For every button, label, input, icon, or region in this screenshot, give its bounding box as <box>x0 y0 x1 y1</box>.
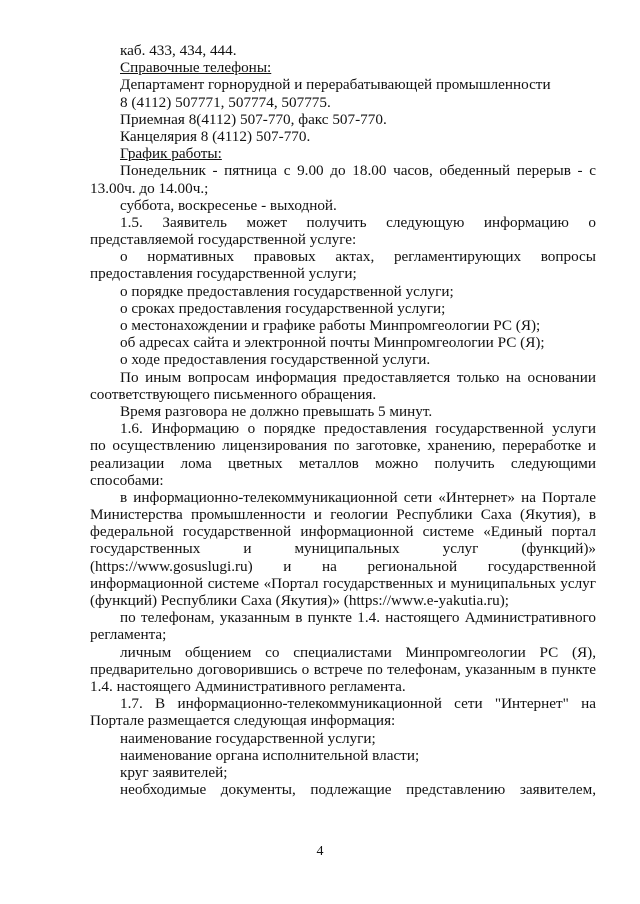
document-line: о сроках предоставления государственной услуги; <box>120 299 446 317</box>
document-line: наименование государственной услуги; <box>120 729 376 747</box>
document-line: об адресах сайта и электронной почты Минпромгеологии РС (Я); <box>120 334 545 352</box>
document-line: Приемная 8(4112) 507-770, факс 507-770. <box>120 110 387 128</box>
document-line: информационной системе «Портал государственных и муниципальных услуг <box>90 574 596 592</box>
document-line: предварительно договорившись о встрече по телефонам, указанным в пункте <box>90 660 596 678</box>
document-line: федеральной государственной информационной системе «Единый портал <box>90 523 596 541</box>
document-line: круг заявителей; <box>120 763 228 781</box>
document-line: 1.4. настоящего Административного регламента. <box>90 677 406 695</box>
document-line: (функций) Республики Саха (Якутия)» (https://www.e-yakutia.ru); <box>90 592 509 609</box>
document-line: Министерства промышленности и геологии Республики Саха (Якутия), в <box>90 506 596 524</box>
document-line: в информационно-телекоммуникационной сети «Интернет» на Портале <box>120 488 596 506</box>
document-line: предоставления государственной услуги; <box>90 265 357 283</box>
document-line: Департамент горнорудной и перерабатывающей промышленности <box>120 76 551 94</box>
document-line: о нормативных правовых актах, регламентирующих вопросы <box>120 248 596 266</box>
page-number: 4 <box>316 844 324 859</box>
document-line: по осуществлению лицензирования по заготовке, хранению, переработке и <box>90 437 596 455</box>
document-line: регламента; <box>90 626 167 644</box>
document-line: наименование органа исполнительной власти; <box>120 746 420 764</box>
document-line: 1.7. В информационно-телекоммуникационной сети "Интернет" на <box>120 695 596 713</box>
document-line: способами: <box>90 471 164 489</box>
document-line: суббота, воскресенье - выходной. <box>120 196 337 214</box>
document-line: государственных и муниципальных услуг (функций)» <box>90 540 596 558</box>
document-line: представляемой государственной услуге: <box>90 231 357 249</box>
document-line: Время разговора не должно превышать 5 минут. <box>120 402 433 420</box>
document-line: о местонахождении и графике работы Минпромгеологии РС (Я); <box>120 317 541 334</box>
document-line: 8 (4112) 507771, 507774, 507775. <box>120 93 331 111</box>
document-body <box>90 42 596 798</box>
document-line: 1.5. Заявитель может получить следующую информацию о <box>120 213 596 231</box>
document-line: 1.6. Информацию о порядке предоставления государственной услуги <box>120 420 596 438</box>
document-line: Справочные телефоны: <box>120 59 272 77</box>
document-line: Канцелярия 8 (4112) 507-770. <box>120 127 311 145</box>
document-line: соответствующего письменного обращения. <box>90 385 377 403</box>
document-line: 13.00ч. до 14.00ч.; <box>90 179 209 197</box>
document-line: реализации лома цветных металлов можно получить следующими <box>90 454 596 472</box>
document-line: Портале размещается следующая информация: <box>90 712 396 730</box>
document-line: Понедельник - пятница с 9.00 до 18.00 часов, обеденный перерыв - с <box>120 162 596 180</box>
document-line: по телефонам, указанным в пункте 1.4. настоящего Административного <box>120 609 596 627</box>
document-line: каб. 433, 434, 444. <box>120 42 237 59</box>
document-line: необходимые документы, подлежащие представлению заявителем, <box>120 781 596 799</box>
document-line: График работы: <box>120 145 222 163</box>
document-line: о порядке предоставления государственной услуги; <box>120 282 454 300</box>
document-line: По иным вопросам информация предоставляется только на основании <box>120 368 596 386</box>
document-line: личным общением со специалистами Минпромгеологии РС (Я), <box>120 643 596 661</box>
document-line: (https://www.gosuslugi.ru) и на региональной государственной <box>90 557 596 575</box>
document-line: о ходе предоставления государственной услуги. <box>120 351 431 369</box>
